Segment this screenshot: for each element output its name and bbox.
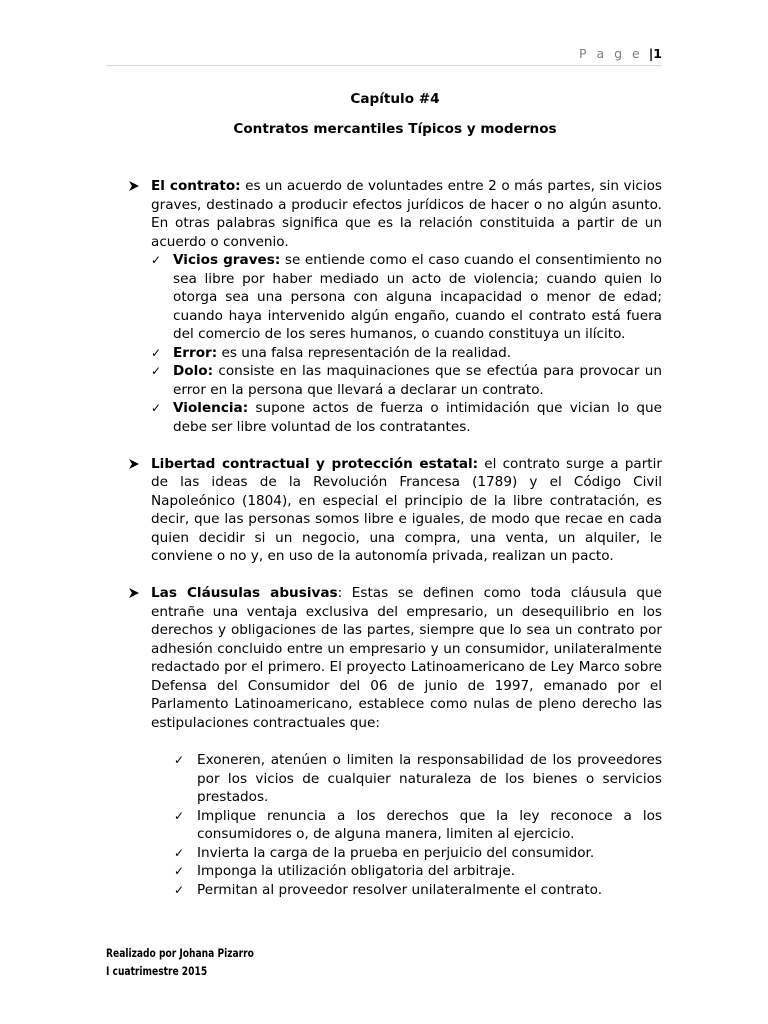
list-item [174,862,662,881]
checkmark-icon: ✓ [174,882,185,897]
section-term: El contrato: [151,178,241,194]
list-item [151,251,662,344]
footer-author: Realizado por Johana Pizarro [106,946,254,960]
page-header [579,46,662,61]
section-text: : Estas se definen como toda cláusula que entrañe una ventaja exclusiva del empresario, un desequilibrio en los derechos y obligaciones de las partes, siempre que lo sea un contrato por adhesión concluido entre un empresario y un consumidor, unilateralmente redactado por el primero. El proyecto Latinoamericano de Ley Marco sobre Defensa del Consumidor del 06 de junio de 1997, emanado por el Parlamento Latinoamericano, establece como nulas de pleno derecho las estipulaciones contractuales que: [151,585,663,731]
item-text: Permitan al proveedor resolver unilateralmente el contrato. [197,881,603,898]
checkmark-icon: ✓ [174,845,185,860]
item-text: consiste en las maquinaciones que se efectúa para provocar un error en la persona que llevará a declarar un contrato. [173,363,662,398]
page-number: 1 [653,46,662,61]
checkmark-icon: ✓ [151,364,162,378]
item-text: Invierta la carga de la prueba en perjuicio del consumidor. [197,844,595,861]
page-footer [106,945,254,980]
item-text: es una falsa representación de la realidad. [217,344,512,361]
list-item [174,751,662,807]
page-separator: | [648,46,654,61]
item-term: Violencia: [173,400,249,416]
list-item [151,399,662,436]
list-item [174,881,662,900]
section-text: es un acuerdo de voluntades entre 2 o más partes, sin vicios graves, destinado a producir efectos jurídicos de hacer o no algún asunto. En otras palabras significa que es la relación constituida a partir de un acuerdo o convenio. [151,178,662,250]
page-label: P a g e [578,46,643,61]
list-item [174,844,662,863]
list-item [174,807,662,844]
list-item [151,344,662,363]
section-el-contrato [128,177,662,436]
item-text: se entiende como el caso cuando el consentimiento no sea libre por haber mediado un acto de violencia; cuando quien lo otorga sea una persona con alguna incapacidad o menor de edad; cuando haya intervenido algún engaño, cuando el contrato está fuera del comercio de los seres humanos, o cuando constituya un ilícito. [173,252,662,342]
arrow-bullet-icon [128,177,142,195]
item-text: Imponga la utilización obligatoria del arbitraje. [197,863,516,879]
check-list [151,251,662,436]
list-item [151,362,662,399]
checkmark-icon: ✓ [151,253,162,267]
item-term: Dolo: [173,363,214,379]
item-text: Implique renuncia a los derechos que la ley reconoce a los consumidores o, de alguna manera, limiten al ejercicio. [197,807,662,842]
chapter-subtitle: Contratos mercantiles Típicos y modernos [233,120,557,137]
section-term: Libertad contractual y protección estatal: [151,455,479,472]
checkmark-icon: ✓ [151,401,162,415]
section-libertad-contractual [128,455,662,566]
arrow-bullet-icon [128,455,142,473]
checkmark-icon: ✓ [174,753,185,767]
arrow-bullet-icon [128,584,142,602]
section-term: Las Cláusulas abusivas [151,585,338,601]
checkmark-icon: ✓ [174,808,185,823]
chapter-title: Capítulo #4 [350,91,440,107]
item-text: Exoneren, atenúen o limiten la responsabilidad de los proveedores por los vicios de cualquier naturaleza de los bienes o servicios prestados. [197,752,662,805]
check-list [174,751,662,899]
header-rule [106,65,662,66]
item-text: supone actos de fuerza o intimidación que vician lo que debe ser libre voluntad de los contratantes. [173,400,662,435]
footer-term: I cuatrimestre 2015 [106,963,208,978]
document-body [128,90,662,899]
item-term: Vicios graves: [173,252,281,268]
section-text: el contrato surge a partir de las ideas de la Revolución Francesa (1789) y el Código Civil Napoleónico (1804), en especial el principio de la libre contratación, es decir, que las personas somos libre e iguales, de modo que recae en cada quien decidir si un negocio, una compra, una venta, un alquiler, le conviene o no y, en uso de la autonomía privada, realizan un pacto. [151,455,662,564]
checkmark-icon: ✓ [174,864,185,878]
item-term: Error: [173,344,218,361]
checkmark-icon: ✓ [151,345,162,360]
section-clausulas-abusivas [128,584,662,899]
